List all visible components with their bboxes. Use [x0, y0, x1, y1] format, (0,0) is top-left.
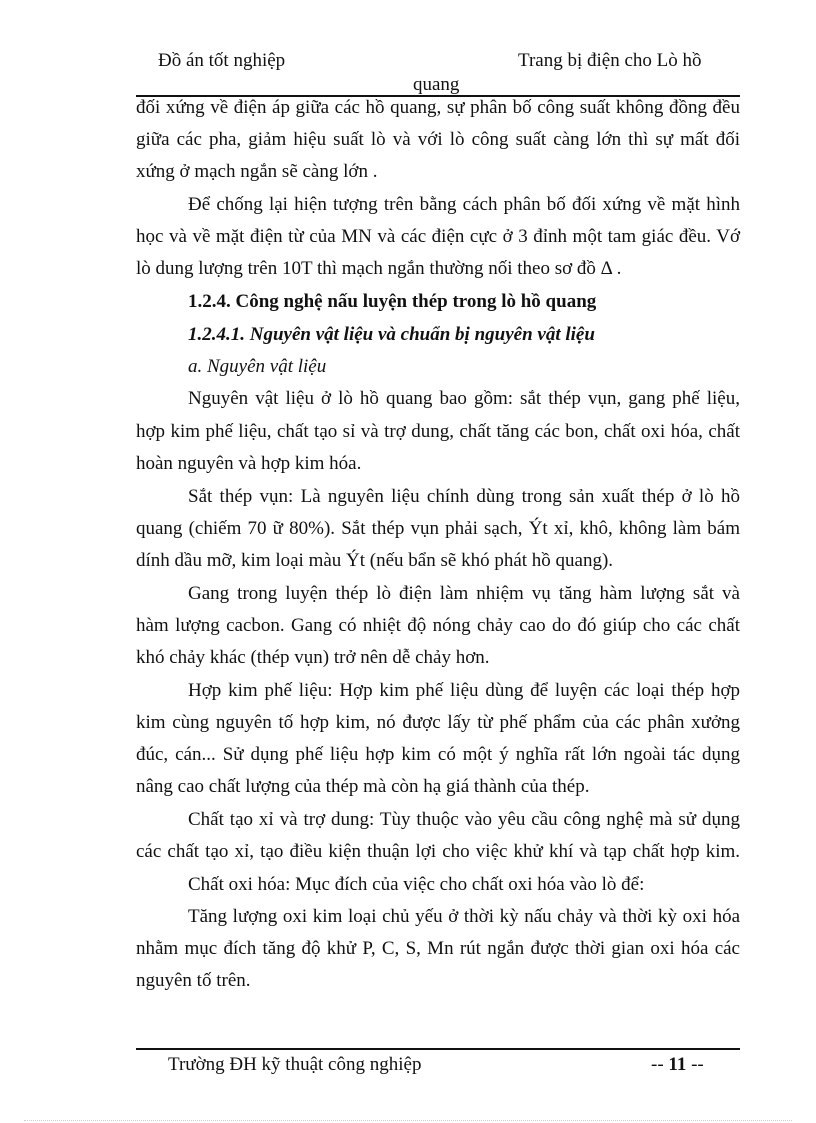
- body-line: đối xứng về điện áp giữa các hồ quang, sự phân bố công suất không đồng đều: [136, 97, 740, 118]
- paragraph-first-line: Tăng lượng oxi kim loại chủ yếu ở thời kỳ nấu chảy và thời kỳ oxi hóa: [188, 906, 740, 927]
- footer-rule: [136, 1048, 740, 1050]
- paragraph-first-line: Để chống lại hiện tượng trên bằng cách phân bố đối xứng về mặt hình: [188, 194, 740, 215]
- body-line: xứng ở mạch ngắn sẽ càng lớn .: [136, 161, 378, 182]
- body-line: nâng cao chất lượng của thép mà còn hạ giá thành của thép.: [136, 776, 590, 797]
- paragraph-first-line: Hợp kim phế liệu: Hợp kim phế liệu dùng để luyện các loại thép hợp: [188, 680, 740, 701]
- body-line: dính dầu mỡ, kim loại màu Ýt (nếu bẩn sẽ khó phát hồ quang).: [136, 550, 614, 571]
- header-right-title-continuation: quang: [413, 74, 460, 95]
- body-line: quang (chiếm 70 ữ 80%). Sắt thép vụn phải sạch, Ýt xỉ, khô, không làm bám: [136, 518, 740, 539]
- header-left-title: Đồ án tốt nghiệp: [158, 50, 286, 71]
- page-bottom-edge: [24, 1120, 792, 1121]
- paragraph-first-line: Nguyên vật liệu ở lò hồ quang bao gồm: sắt thép vụn, gang phế liệu,: [188, 388, 740, 409]
- body-line: hợp kim phế liệu, chất tạo sỉ và trợ dung, chất tăng các bon, chất oxi hóa, chất: [136, 421, 740, 442]
- body-line: hàm lượng cacbon. Gang có nhiệt độ nóng chảy cao do đó giúp cho các chất: [136, 615, 740, 636]
- page-number-prefix: --: [651, 1054, 669, 1075]
- header-right-title: Trang bị điện cho Lò hồ: [518, 50, 702, 71]
- body-line: lò dung lượng trên 10T thì mạch ngắn thường nối theo sơ đồ Δ .: [136, 258, 622, 279]
- paragraph-first-line: Chất oxi hóa: Mục đích của việc cho chất oxi hóa vào lò để:: [188, 874, 645, 895]
- page-number-suffix: --: [686, 1054, 704, 1075]
- body-line: nguyên tố trên.: [136, 970, 251, 991]
- subsection-heading: 1.2.4.1. Nguyên vật liệu và chuẩn bị nguyên vật liệu: [188, 324, 595, 345]
- body-line: học và về mặt điện từ của MN và các điện cực ở 3 đỉnh một tam giác đều. Vớ: [136, 226, 740, 247]
- body-line: các chất tạo xỉ, tạo điều kiện thuận lợi cho việc khử khí và tạp chất hợp kim.: [136, 841, 740, 862]
- paragraph-first-line: Gang trong luyện thép lò điện làm nhiệm vụ tăng hàm lượng sắt và: [188, 583, 740, 604]
- section-heading: 1.2.4. Công nghệ nấu luyện thép trong lò hồ quang: [188, 291, 597, 312]
- body-line: hoàn nguyên và hợp kim hóa.: [136, 453, 362, 474]
- body-line: nhằm mục đích tăng độ khử P, C, S, Mn rút ngắn được thời gian oxi hóa các: [136, 938, 740, 959]
- sub-subsection-heading: a. Nguyên vật liệu: [188, 356, 327, 377]
- body-line: giữa các pha, giảm hiệu suất lò và với lò công suất càng lớn thì sự mất đối: [136, 129, 740, 150]
- paragraph-first-line: Sắt thép vụn: Là nguyên liệu chính dùng trong sản xuất thép ở lò hồ: [188, 486, 740, 507]
- page-number: [651, 1054, 704, 1076]
- body-line: đúc, cán... Sử dụng phế liệu hợp kim có một ý nghĩa rất lớn ngoài tác dụng: [136, 744, 740, 765]
- body-line: khó chảy khác (thép vụn) trở nên dễ chảy hơn.: [136, 647, 490, 668]
- page-number-value: 11: [668, 1054, 687, 1075]
- body-line: kim cùng nguyên tố hợp kim, nó được lấy từ phế phẩm của các phân xưởng: [136, 712, 740, 733]
- paragraph-first-line: Chất tạo xỉ và trợ dung: Tùy thuộc vào yêu cầu công nghệ mà sử dụng: [188, 809, 740, 830]
- footer-school-name: Trường ĐH kỹ thuật công nghiệp: [168, 1054, 422, 1075]
